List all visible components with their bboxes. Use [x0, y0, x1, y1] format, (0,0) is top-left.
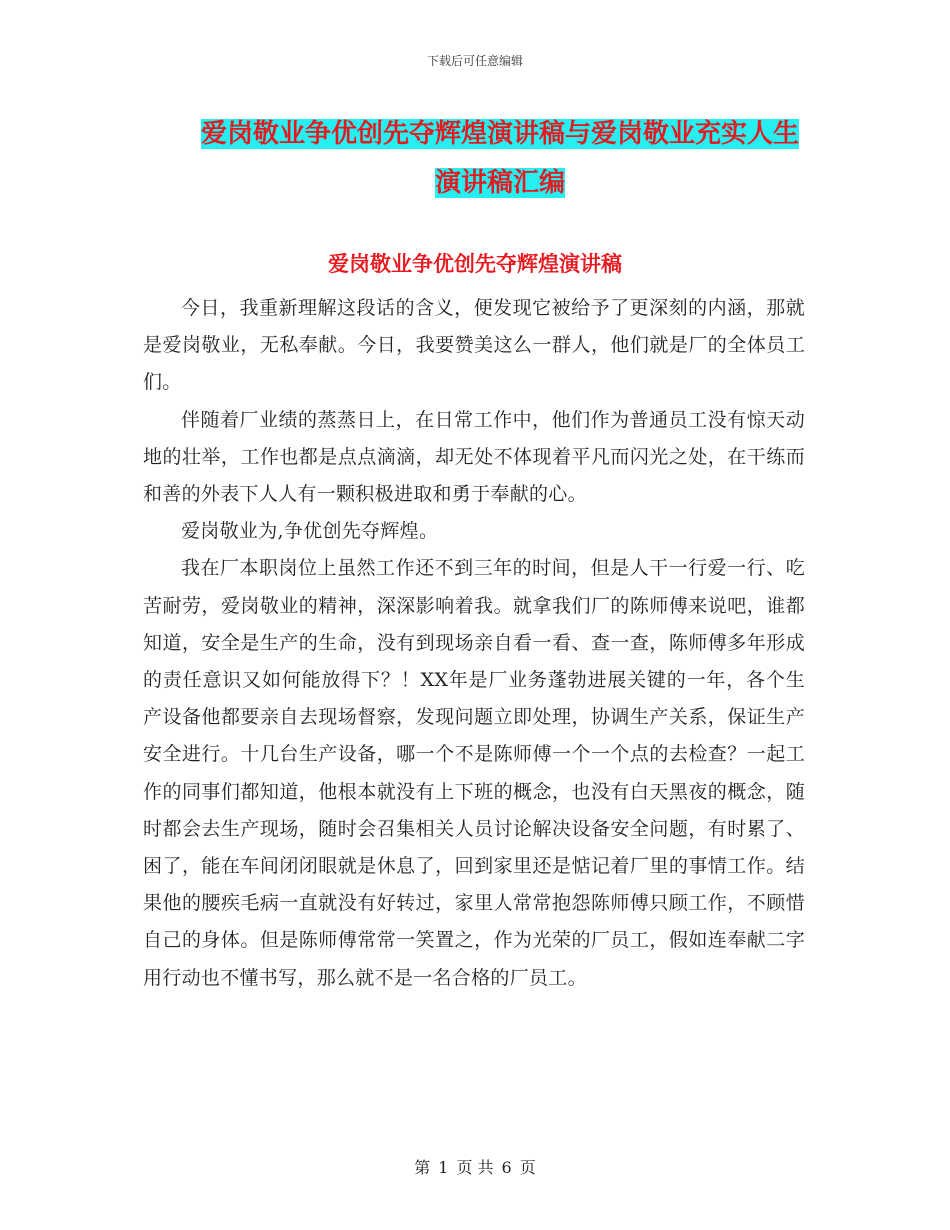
footer-middle: 页 共	[456, 1158, 494, 1177]
paragraph: 爱岗敬业为,争优创先夺辉煌。	[181, 520, 439, 543]
document-title-line-2: 演讲稿汇编	[434, 168, 565, 198]
header-note: 下载后可任意编辑	[426, 54, 523, 68]
page-footer	[0, 1155, 950, 1178]
footer-suffix: 页	[519, 1158, 536, 1177]
page-number: 1	[438, 1158, 449, 1177]
page-total: 6	[501, 1158, 512, 1177]
body-text	[143, 290, 805, 997]
paragraph: 今日，我重新理解这段话的含义，便发现它被给予了更深刻的内涵，那就是爱岗敬业，无私奉献。今日，我要赞美这么一群人，他们就是厂的全体员工们。	[143, 297, 805, 394]
section-title: 爱岗敬业争优创先夺辉煌演讲稿	[328, 252, 622, 276]
paragraph: 伴随着厂业绩的蒸蒸日上，在日常工作中，他们作为普通员工没有惊天动地的壮举，工作也都是点点滴滴，却无处不体现着平凡而闪光之处，在干练而和善的外表下人人有一颗积极进取和勇于奉献的心。	[143, 408, 805, 506]
document-title-line-1: 爱岗敬业争优创先夺辉煌演讲稿与爱岗敬业充实人生	[200, 119, 799, 149]
paragraph: 我在厂本职岗位上虽然工作还不到三年的时间，但是人干一行爱一行、吃苦耐劳，爱岗敬业的精神，深深影响着我。就拿我们厂的陈师傅来说吧，谁都知道，安全是生产的生命，没有到现场亲自看一看、查一查，陈师傅多年形成的责任意识又如何能放得下？！XX年是厂业务蓬勃进展关键的一年，各个生产设备他都要亲自去现场督察，发现问题立即处理，协调生产关系，保证生产安全进行。十几台生产设备，哪一个不是陈师傅一个一个点的去检查？一起工作的同事们都知道，他根本就没有上下班的概念，也没有白天黑夜的概念，随时都会去生产现场，随时会召集相关人员讨论解决设备安全问题，有时累了、困了，能在车间闭闭眼就是休息了，回到家里还是惦记着厂里的事情工作。结果他的腰疾毛病一直就没有好转过，家里人常常抱怨陈师傅只顾工作，不顾惜自己的身体。但是陈师傅常常一笑置之，作为光荣的厂员工，假如连奉献二字用行动也不懂书写，那么就不是一名合格的厂员工。	[143, 557, 805, 989]
document-title	[190, 110, 810, 208]
footer-prefix: 第	[414, 1158, 431, 1177]
